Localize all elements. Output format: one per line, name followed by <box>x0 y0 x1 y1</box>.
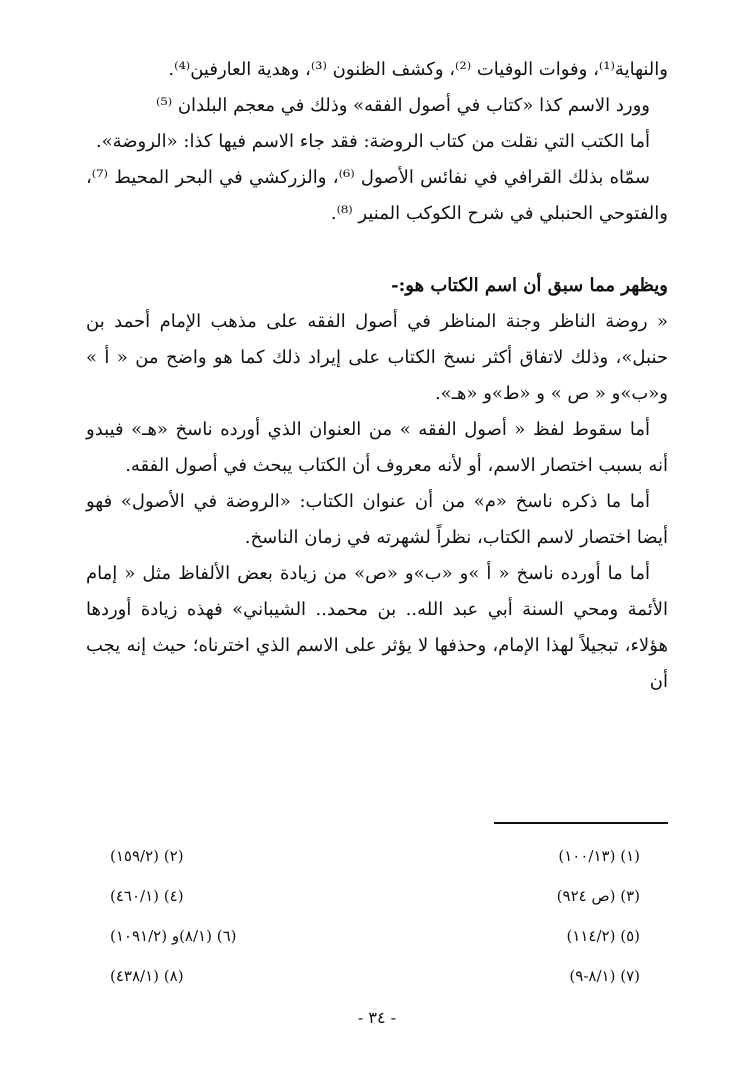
page-number: - ٣٤ - <box>357 1008 397 1027</box>
footnote-7: (٧) (٨/١-٩) <box>569 967 640 985</box>
footnotes <box>90 842 664 990</box>
paragraph-mujam-albuldan: وورد الاسم كذا «كتاب في أصول الفقه» وذلك في معجم البلدان ⁽⁵⁾ <box>156 95 650 116</box>
footnote-divider <box>494 822 668 824</box>
footnote-4: (٤) (٤٦٠/١) <box>110 887 184 905</box>
main-text <box>86 52 668 700</box>
paragraph-usul-omission: أما سقوط لفظ « أصول الفقه » من العنوان الذي أورده ناسخ «هـ» فيبدو أنه بسبب اختصار الاسم، أو لأنه معروف أن الكتاب يبحث في أصول الفقه. <box>86 419 668 476</box>
section-heading: ويظهر مما سبق أن اسم الكتاب هو:- <box>391 275 668 296</box>
footnote-5: (٥) (١١٤/٢) <box>566 927 640 945</box>
paragraph-additions: أما ما أورده ناسخ « أ »و «ب»و «ص» من زيادة بعض الألفاظ مثل « إمام الأئمة ومحي السنة أبي عبد الله.. بن محمد.. الشيباني» فهذه زيادة أوردها هؤلاء، تبجيلاً لهذا الإمام، وحذفها لا يؤثر على الاسم الذي اخترناه؛ حيث إنه يجب أن <box>86 563 668 692</box>
paragraph-copyist-mim: أما ما ذكره ناسخ «م» من أن عنوان الكتاب: «الروضة في الأصول» فهو أيضا اختصار لاسم الكتاب، نظراً لشهرته في زمان الناسخ. <box>86 491 668 548</box>
paragraph-rawda-books: أما الكتب التي نقلت من كتاب الروضة: فقد جاء الاسم فيها كذا: «الروضة». <box>95 131 650 152</box>
footnote-3: (٣) (ص ٩٢٤) <box>556 887 640 905</box>
paragraph-named-by: سمّاه بذلك القرافي في نفائس الأصول ⁽⁶⁾، والزركشي في البحر المحيط ⁽⁷⁾، والفتوحي الحنبلي في شرح الكوكب المنير ⁽⁸⁾. <box>86 167 668 224</box>
footnote-6: (٦) (٨/١)و (١٠٩١/٢) <box>110 927 237 945</box>
footnote-1: (١) (١٠٠/١٣) <box>558 847 640 865</box>
footnote-8: (٨) (٤٣٨/١) <box>110 967 184 985</box>
paragraph-sources: والنهاية⁽¹⁾، وفوات الوفيات ⁽²⁾، وكشف الظنون ⁽³⁾، وهدية العارفين⁽⁴⁾. <box>168 59 668 80</box>
paragraph-book-title: « روضة الناظر وجنة المناظر في أصول الفقه على مذهب الإمام أحمد بن حنبل»، وذلك لاتفاق أكثر نسخ الكتاب على إيراد ذلك كما هو واضح من « أ » و«ب»و « ص » و «ط»و «هـ». <box>86 311 668 404</box>
footnote-2: (٢) (١٥٩/٢) <box>110 847 184 865</box>
